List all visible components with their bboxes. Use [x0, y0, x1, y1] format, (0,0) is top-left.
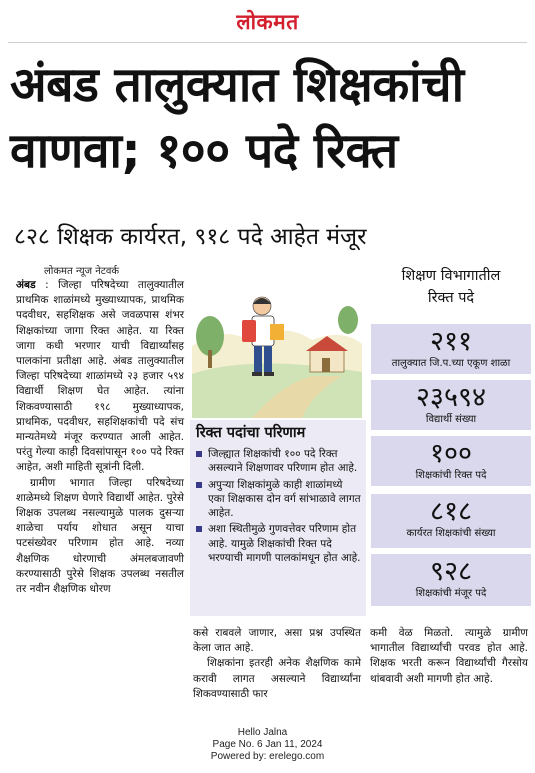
stat-label: शिक्षकांची मंजूर पदे — [415, 588, 487, 599]
effects-box — [190, 420, 366, 616]
footer-powered-by[interactable]: Powered by: erelego.com — [210, 751, 325, 762]
stat-working-teachers — [371, 494, 531, 548]
stat-label: शिक्षकांची रिक्त पदे — [415, 470, 487, 481]
article-text: : जिल्हा परिषदेच्या तालुक्यातील प्राथमिक शाळांमध्ये मुख्याध्यापक, प्राथमिक पदवीधर, सहशिक्षक असे जवळपास शंभर शिक्षकांच्या जागा रिक्त आहेत. या रिक्त जागा कधी भरणार याची विद्यार्थ्यांसह पालकांना प्रतीक्षा आहे. अंबड तालुक्यातील जिल्हा परिषदेच्या शाळांमध्ये २३ हजार ५९४ विद्यार्थी शिक्षण घेत आहेत. त्यांना शिकवण्यासाठी १९८ मुख्याध्यापक, प्राथमिक, पदवीधर, सहशिक्षकांची पदे संच मान्यतेमध्ये मंजूर करण्यात आली आहेत. परंतु गेल्या काही दिवसांपासून १०० पदे रिक्त आहेत, अशी माहिती सूत्रांनी दिली. — [16, 279, 184, 474]
effects-list-item — [196, 478, 362, 521]
article-column-3 — [370, 626, 528, 687]
page-footer — [0, 727, 535, 763]
footer-page-date: Page No. 6 Jan 11, 2024 — [212, 739, 323, 750]
headline — [10, 52, 530, 184]
stats-sidebar-title-line-2: रिक्त पदे — [427, 290, 475, 306]
stat-label: कार्यरत शिक्षकांची संख्या — [406, 528, 496, 539]
footer-edition: Hello Jalna — [237, 727, 288, 738]
effects-item-text: अपुऱ्या शिक्षकांमुळे काही शाळांमध्ये एका शिक्षकास दोन वर्ग सांभाळावे लागत आहेत. — [208, 478, 361, 520]
effects-list — [196, 447, 362, 565]
article-column-1 — [16, 278, 184, 597]
stat-value: ८१८ — [429, 496, 473, 527]
student-illustration — [192, 284, 362, 418]
dateline: अंबड — [16, 279, 36, 291]
headline-line-1: अंबड तालुक्यात शिक्षकांची — [10, 57, 464, 113]
stat-label: तालुक्यात जि.प.च्या एकूण शाळा — [391, 358, 511, 369]
article-paragraph: कसे राबवले जाणार, असा प्रश्न उपस्थित केला जात आहे. — [193, 627, 361, 655]
headline-line-2: वाणवा; १०० पदे रिक्त — [10, 123, 398, 179]
article-paragraph: कमी वेळ मिळतो. त्यामुळे ग्रामीण भागातील विद्यार्थ्यांची परवड होत आहे. शिक्षक भरती करून विद्यार्थ्यांची गैरसोय थांबवावी अशी मागणी होत आहे. — [370, 627, 528, 685]
masthead-divider — [8, 42, 527, 43]
stat-value: ९२८ — [429, 556, 473, 587]
stat-sanctioned-posts — [371, 554, 531, 606]
effects-box-title: रिक्त पदांचा परिणाम — [196, 425, 306, 441]
effects-item-text: अशा स्थितीमुळे गुणवत्तेवर परिणाम होत आहे. यामुळे शिक्षकांची रिक्त पदे भरण्याची मागणी पालकांमधून होत आहे. — [208, 523, 361, 565]
effects-item-text: जिल्ह्यात शिक्षकांची १०० पदे रिक्त असल्याने शिक्षणावर परिणाम होत आहे. — [208, 448, 358, 475]
square-bullet-icon — [196, 451, 202, 457]
effects-list-item — [196, 447, 362, 476]
stat-students — [371, 380, 531, 430]
byline: लोकमत न्यूज नेटवर्क — [44, 266, 120, 277]
stats-sidebar-title-line-1: शिक्षण विभागातील — [401, 268, 501, 284]
article-paragraph: ग्रामीण भागात जिल्हा परिषदेच्या शाळेमध्ये शिक्षण घेणारे विद्यार्थी आहेत. पुरेसे शिक्षक उपलब्ध नसल्यामुळे पालक दुसऱ्या शाळेचा पर्याय शोधात असून याचा पटसंख्येवर परिणाम होत आहे. नव्या शैक्षणिक धोरणाची अंमलबजावणी करण्यासाठी पुरेसे शिक्षक उपलब्ध नसतील तर नवीन शैक्षणिक धोरण — [16, 476, 184, 596]
stat-label: विद्यार्थी संख्या — [425, 414, 477, 425]
square-bullet-icon — [196, 482, 202, 488]
masthead — [0, 0, 535, 46]
stat-total-schools — [371, 324, 531, 374]
stat-value: १०० — [429, 438, 473, 469]
article-paragraph: शिक्षकांना इतरही अनेक शैक्षणिक कामे करावी लागत असल्याने विद्यार्थ्यांना शिकवण्यासाठी फार — [193, 657, 361, 700]
article-column-2 — [193, 626, 361, 702]
stat-vacant-posts — [371, 436, 531, 486]
effects-list-item — [196, 522, 362, 565]
square-bullet-icon — [196, 526, 202, 532]
newspaper-logo: लोकमत — [236, 10, 299, 34]
subheadline: ८२८ शिक्षक कार्यरत, ९१८ पदे आहेत मंजूर — [14, 224, 367, 250]
stats-sidebar — [371, 262, 531, 614]
stats-sidebar-title — [371, 262, 531, 309]
stat-value: २३५९४ — [415, 382, 487, 413]
article-paragraph — [16, 278, 184, 476]
stat-value: २११ — [429, 326, 473, 357]
